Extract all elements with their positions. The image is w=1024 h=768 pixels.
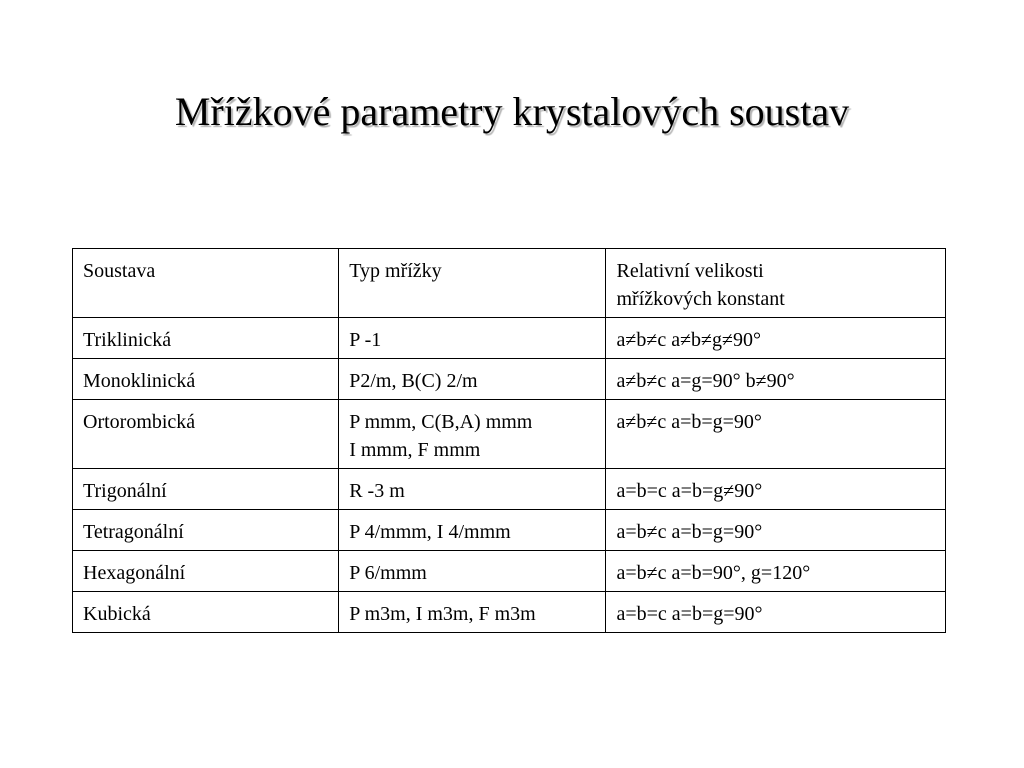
header-soustava	[73, 249, 339, 318]
table-row	[73, 551, 946, 592]
cell-typ-mrizky	[339, 400, 606, 469]
cell-typ-mrizky	[339, 592, 606, 633]
cell-relativni-velikosti	[606, 400, 946, 469]
header-relativni-velikosti-line-1: Relativní velikosti	[616, 260, 764, 282]
cell-soustava	[73, 510, 339, 551]
cell-text: Triklinická	[83, 329, 172, 351]
lattice-parameters-table	[72, 248, 946, 633]
cell-relativni-velikosti	[606, 592, 946, 633]
cell-relativni-velikosti	[606, 359, 946, 400]
cell-text-line-1: P mmm, C(B,A) mmm	[349, 411, 533, 433]
table-header-row	[73, 249, 946, 318]
header-soustava-text: Soustava	[83, 260, 156, 282]
cell-text: P 6/mmm	[349, 562, 427, 584]
cell-text: a≠b≠c a≠b≠g≠90°	[616, 329, 761, 351]
cell-soustava	[73, 551, 339, 592]
cell-text: P m3m, I m3m, F m3m	[349, 603, 536, 625]
cell-text: P 4/mmm, I 4/mmm	[349, 521, 511, 543]
cell-soustava	[73, 469, 339, 510]
cell-text: a=b≠c a=b=g=90°	[616, 521, 763, 543]
cell-soustava	[73, 400, 339, 469]
cell-relativni-velikosti	[606, 510, 946, 551]
cell-soustava	[73, 318, 339, 359]
header-relativni-velikosti-line-2: mřížkových konstant	[616, 288, 785, 310]
cell-text: a=b≠c a=b=90°, g=120°	[616, 562, 811, 584]
table-row	[73, 359, 946, 400]
cell-text: P -1	[349, 329, 382, 351]
cell-text: a≠b≠c a=g=90° b≠90°	[616, 370, 795, 392]
table-row	[73, 318, 946, 359]
table-row	[73, 400, 946, 469]
cell-text: Monoklinická	[83, 370, 196, 392]
cell-text: Ortorombická	[83, 411, 196, 433]
cell-text: R -3 m	[349, 480, 405, 502]
header-typ-mrizky	[339, 249, 606, 318]
cell-typ-mrizky	[339, 359, 606, 400]
table-row	[73, 510, 946, 551]
cell-text-line-2: I mmm, F mmm	[349, 439, 481, 461]
slide-title: Mřížkové parametry krystalových soustav	[174, 89, 850, 134]
cell-text: a≠b≠c a=b=g=90°	[616, 411, 762, 433]
header-relativni-velikosti	[606, 249, 946, 318]
cell-relativni-velikosti	[606, 551, 946, 592]
cell-text: Kubická	[83, 603, 151, 625]
cell-text: Tetragonální	[83, 521, 184, 543]
cell-text: a=b=c a=b=g≠90°	[616, 480, 763, 502]
cell-soustava	[73, 359, 339, 400]
cell-text: P2/m, B(C) 2/m	[349, 370, 478, 392]
cell-typ-mrizky	[339, 318, 606, 359]
cell-text: Trigonální	[83, 480, 167, 502]
cell-typ-mrizky	[339, 510, 606, 551]
cell-relativni-velikosti	[606, 318, 946, 359]
table-row	[73, 469, 946, 510]
table-row	[73, 592, 946, 633]
cell-typ-mrizky	[339, 469, 606, 510]
cell-relativni-velikosti	[606, 469, 946, 510]
cell-text: a=b=c a=b=g=90°	[616, 603, 763, 625]
cell-soustava	[73, 592, 339, 633]
cell-text: Hexagonální	[83, 562, 186, 584]
header-typ-mrizky-text: Typ mřížky	[349, 260, 442, 282]
cell-typ-mrizky	[339, 551, 606, 592]
